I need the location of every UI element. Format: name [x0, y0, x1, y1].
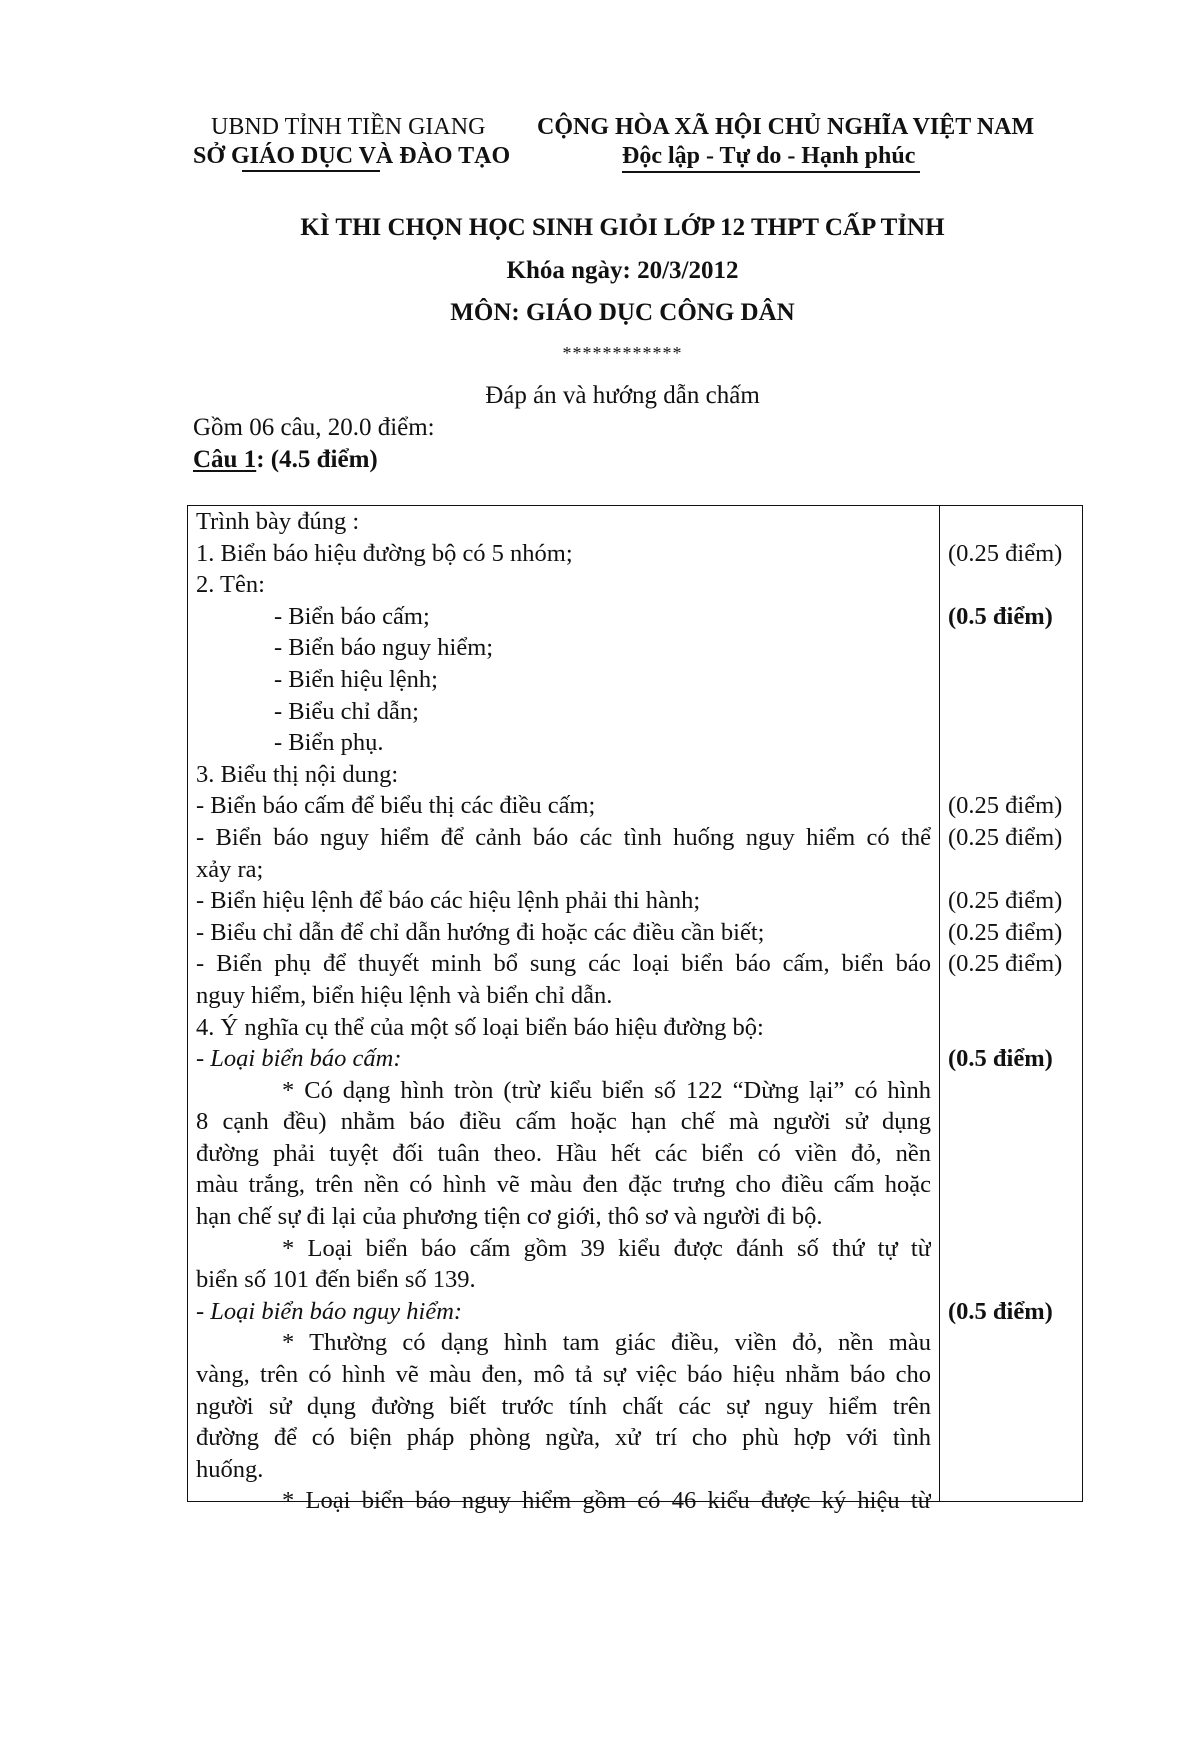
- table-column-divider: [939, 506, 940, 1501]
- answer-line: xảy ra;: [196, 855, 264, 883]
- answer-line: - Biển phụ để thuyết minh bổ sung các loại biển báo cấm, biển báo: [196, 950, 931, 978]
- answer-line: biển số 101 đến biển số 139.: [196, 1266, 476, 1294]
- department-underline: [242, 170, 380, 172]
- answer-line: hạn chế sự đi lại của phương tiện cơ giới, thô sơ và người đi bộ.: [196, 1203, 823, 1231]
- answer-line: 3. Biểu thị nội dung:: [196, 760, 399, 788]
- decorative-stars: ************: [562, 343, 683, 363]
- answer-line: * Loại biển báo nguy hiểm gồm có 46 kiểu được ký hiệu từ: [282, 1487, 931, 1515]
- answer-line: màu trắng, trên nền có hình vẽ màu đen đặc trưng cho điều cấm hoặc: [196, 1171, 931, 1199]
- points-cell: [948, 1233, 1078, 1265]
- national-title: CỘNG HÒA XÃ HỘI CHỦ NGHĨA VIỆT NAM: [537, 114, 1035, 140]
- points-cell: (0.5 điểm): [948, 602, 1053, 630]
- exam-summary: Gồm 06 câu, 20.0 điểm:: [193, 414, 435, 441]
- points-column: [948, 506, 1078, 1327]
- department-name: SỞ GIÁO DỤC VÀ ĐÀO TẠO: [193, 143, 511, 169]
- points-cell: [948, 1201, 1078, 1233]
- points-cell: (0.5 điểm): [948, 1045, 1053, 1073]
- answer-content-column: [196, 506, 931, 1517]
- answer-line: - Biển báo nguy hiểm để cảnh báo các tình huống nguy hiểm có thể: [196, 823, 931, 851]
- points-cell: [948, 569, 1078, 601]
- points-cell: [948, 1138, 1078, 1170]
- points-cell: [948, 1075, 1078, 1107]
- points-cell: [948, 696, 1078, 728]
- points-cell: (0.25 điểm): [948, 539, 1063, 567]
- points-cell: (0.5 điểm): [948, 1297, 1053, 1325]
- answer-line: * Thường có dạng hình tam giác điều, viền đỏ, nền màu: [282, 1329, 931, 1357]
- answer-line: - Biển báo nguy hiểm;: [274, 634, 494, 662]
- answer-line: - Loại biển báo cấm:: [196, 1045, 402, 1073]
- question-label: Câu 1: [193, 446, 257, 473]
- points-cell: [948, 1169, 1078, 1201]
- answer-line: người sử dụng đường biết trước tính chất các sự nguy hiểm trên: [196, 1392, 931, 1420]
- document-type: Đáp án và hướng dẫn chấm: [485, 382, 760, 409]
- exam-title: KÌ THI CHỌN HỌC SINH GIỎI LỚP 12 THPT CẤP TỈNH: [300, 214, 945, 241]
- points-cell: (0.25 điểm): [948, 918, 1063, 946]
- answer-line: - Biển hiệu lệnh;: [274, 665, 438, 693]
- answer-line: - Biểu chỉ dẫn;: [274, 697, 419, 725]
- motto-underline: [622, 171, 920, 173]
- answer-line: vàng, trên có hình vẽ màu đen, mô tả sự việc báo hiệu nhằm báo cho: [196, 1361, 931, 1389]
- answer-line: - Biển báo cấm để biểu thị các điều cấm;: [196, 792, 596, 820]
- points-cell: [948, 506, 1078, 538]
- answer-line: 1. Biển báo hiệu đường bộ có 5 nhóm;: [196, 539, 573, 567]
- points-cell: [948, 854, 1078, 886]
- exam-subject: MÔN: GIÁO DỤC CÔNG DÂN: [450, 299, 795, 326]
- points-cell: [948, 980, 1078, 1012]
- points-cell: (0.25 điểm): [948, 950, 1063, 978]
- answer-line: * Có dạng hình tròn (trừ kiểu biển số 122 “Dừng lại” có hình: [282, 1076, 931, 1104]
- points-cell: [948, 664, 1078, 696]
- answer-line: 4. Ý nghĩa cụ thể của một số loại biển báo hiệu đường bộ:: [196, 1013, 764, 1041]
- answer-line: đường để có biện pháp phòng ngừa, xử trí cho phù hợp với tình: [196, 1424, 931, 1452]
- answer-line: * Loại biển báo cấm gồm 39 kiểu được đánh số thứ tự từ: [282, 1234, 931, 1262]
- answer-line: Trình bày đúng :: [196, 508, 360, 535]
- answer-line: - Biển báo cấm;: [274, 602, 430, 630]
- points-cell: (0.25 điểm): [948, 823, 1063, 851]
- answer-table: [187, 505, 1083, 1515]
- question-heading: [193, 446, 378, 474]
- points-cell: [948, 1106, 1078, 1138]
- answer-line: huống.: [196, 1455, 264, 1483]
- answer-line: - Biểu chỉ dẫn để chỉ dẫn hướng đi hoặc các điều cần biết;: [196, 918, 765, 946]
- points-cell: [948, 727, 1078, 759]
- answer-line: - Biển hiệu lệnh để báo các hiệu lệnh phải thi hành;: [196, 887, 701, 915]
- answer-line: đường phải tuyệt đối tuân theo. Hầu hết các biển có viền đỏ, nền: [196, 1139, 931, 1167]
- points-cell: (0.25 điểm): [948, 792, 1063, 820]
- agency-name: UBND TỈNH TIỀN GIANG: [211, 114, 486, 140]
- points-cell: [948, 1264, 1078, 1296]
- points-cell: [948, 1012, 1078, 1044]
- points-cell: [948, 632, 1078, 664]
- answer-line: 8 cạnh đều) nhằm báo điều cấm hoặc hạn chế mà người sử dụng: [196, 1108, 931, 1136]
- points-cell: (0.25 điểm): [948, 887, 1063, 915]
- answer-line: - Loại biển báo nguy hiểm:: [196, 1297, 463, 1325]
- exam-date: Khóa ngày: 20/3/2012: [506, 257, 739, 284]
- points-cell: [948, 759, 1078, 791]
- question-points: : (4.5 điểm): [256, 446, 378, 473]
- national-motto: Độc lập - Tự do - Hạnh phúc: [622, 143, 916, 169]
- answer-line: - Biển phụ.: [274, 729, 384, 757]
- answer-line: nguy hiểm, biển hiệu lệnh và biển chỉ dẫn.: [196, 981, 613, 1009]
- answer-line: 2. Tên:: [196, 571, 265, 599]
